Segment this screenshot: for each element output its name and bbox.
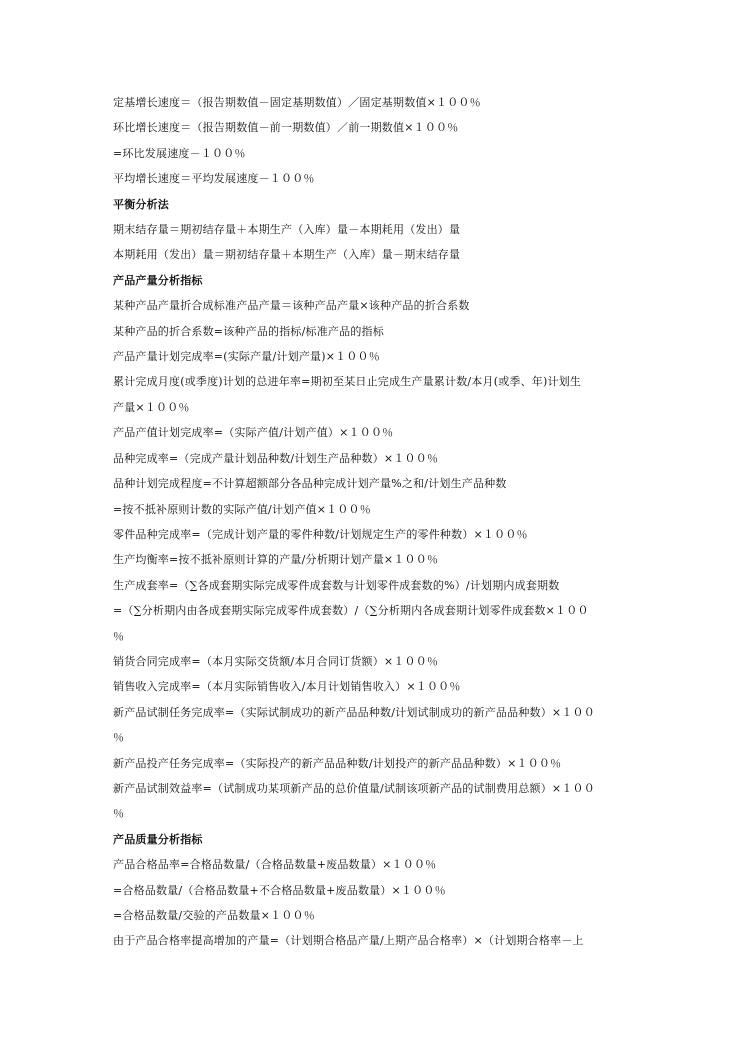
text-line: 累计完成月度(或季度)计划的总进年率=期初至某日止完成生产量累计数/本月(或季、年)计划生	[113, 375, 582, 389]
text-line: 环比增长速度＝（报告期数值－前一期数值）／前一期数值×１００％	[113, 121, 459, 135]
text-line: 新产品试制效益率=（试制成功某项新产品的总价值量/试制该项新产品的试制费用总额）×１００	[113, 781, 595, 795]
text-line: 本期耗用（发出）量＝期初结存量＋本期生产（入库）量－期末结存量	[113, 248, 461, 262]
text-line: 平均增长速度＝平均发展速度－１００％	[113, 172, 315, 186]
section-heading: 产品产量分析指标	[113, 273, 203, 287]
text-line: 品种计划完成程度=不计算超额部分各品种完成计划产量%之和/计划生产品种数	[113, 477, 507, 491]
text-line: 某种产品产量折合成标准产品产量＝该种产品产量×该种产品的折合系数	[113, 299, 470, 313]
text-line: 由于产品合格率提高增加的产量=（计划期合格品产量/上期产品合格率）×（计划期合格率－上	[113, 934, 584, 948]
text-line: 生产均衡率=按不抵补原则计算的产量/分析期计划产量×１００％	[113, 553, 439, 567]
text-line: =合格品数量/交验的产品数量×１００％	[113, 909, 315, 922]
text-line: 产量×１００％	[113, 400, 190, 414]
text-line: 产品产值计划完成率=（实际产值/计划产值）×１００％	[113, 426, 394, 440]
text-line: 生产成套率=（∑各成套期实际完成零件成套数与计划零件成套数的%）/计划期内成套期数	[113, 578, 560, 592]
text-line: 新产品投产任务完成率=（实际投产的新产品品种数/计划投产的新产品品种数）×１００％	[113, 756, 562, 770]
text-line: =按不抵补原则计数的实际产值/计划产值×１００％	[113, 502, 371, 516]
text-line: 新产品试制任务完成率=（实际试制成功的新产品品种数/计划试制成功的新产品品种数）×１００	[113, 705, 595, 719]
text-line: 销货合同完成率=（本月实际交货额/本月合同订货额）×１００％	[113, 654, 439, 668]
section-heading: 平衡分析法	[113, 197, 169, 211]
text-line: 期末结存量＝期初结存量＋本期生产（入库）量－本期耗用（发出）量	[113, 223, 461, 237]
text-line: ％	[113, 731, 125, 745]
text-line: 销售收入完成率=（本月实际销售收入/本月计划销售收入）×１００％	[113, 680, 461, 694]
document-body	[113, 90, 640, 954]
text-line: 某种产品的折合系数=该种产品的指标/标准产品的指标	[113, 324, 384, 338]
text-line: =环比发展速度－１００％	[113, 146, 246, 160]
text-line: =合格品数量/（合格品数量+不合格品数量+废品数量）×１００％	[113, 883, 446, 897]
text-line: =（∑分析期内由各成套期实际完成零件成套数）/（∑分析期内各成套期计划零件成套数×１００	[113, 604, 589, 618]
text-line: ％	[113, 629, 125, 643]
text-line: 产品合格品率=合格品数量/（合格品数量+废品数量）×１００％	[113, 858, 437, 872]
text-line: 产品产量计划完成率=(实际产量/计划产量)×１００％	[113, 350, 380, 364]
text-line: 定基增长速度＝（报告期数值－固定基期数值）／固定基期数值×１００％	[113, 96, 481, 109]
text-line: 品种完成率=（完成产量计划品种数/计划生产品种数）×１００％	[113, 451, 439, 465]
section-heading: 产品质量分析指标	[113, 832, 203, 846]
text-line: 零件品种完成率=（完成计划产量的零件种数/计划规定生产的零件种数）×１００％	[113, 527, 528, 541]
text-line: ％	[113, 807, 125, 821]
